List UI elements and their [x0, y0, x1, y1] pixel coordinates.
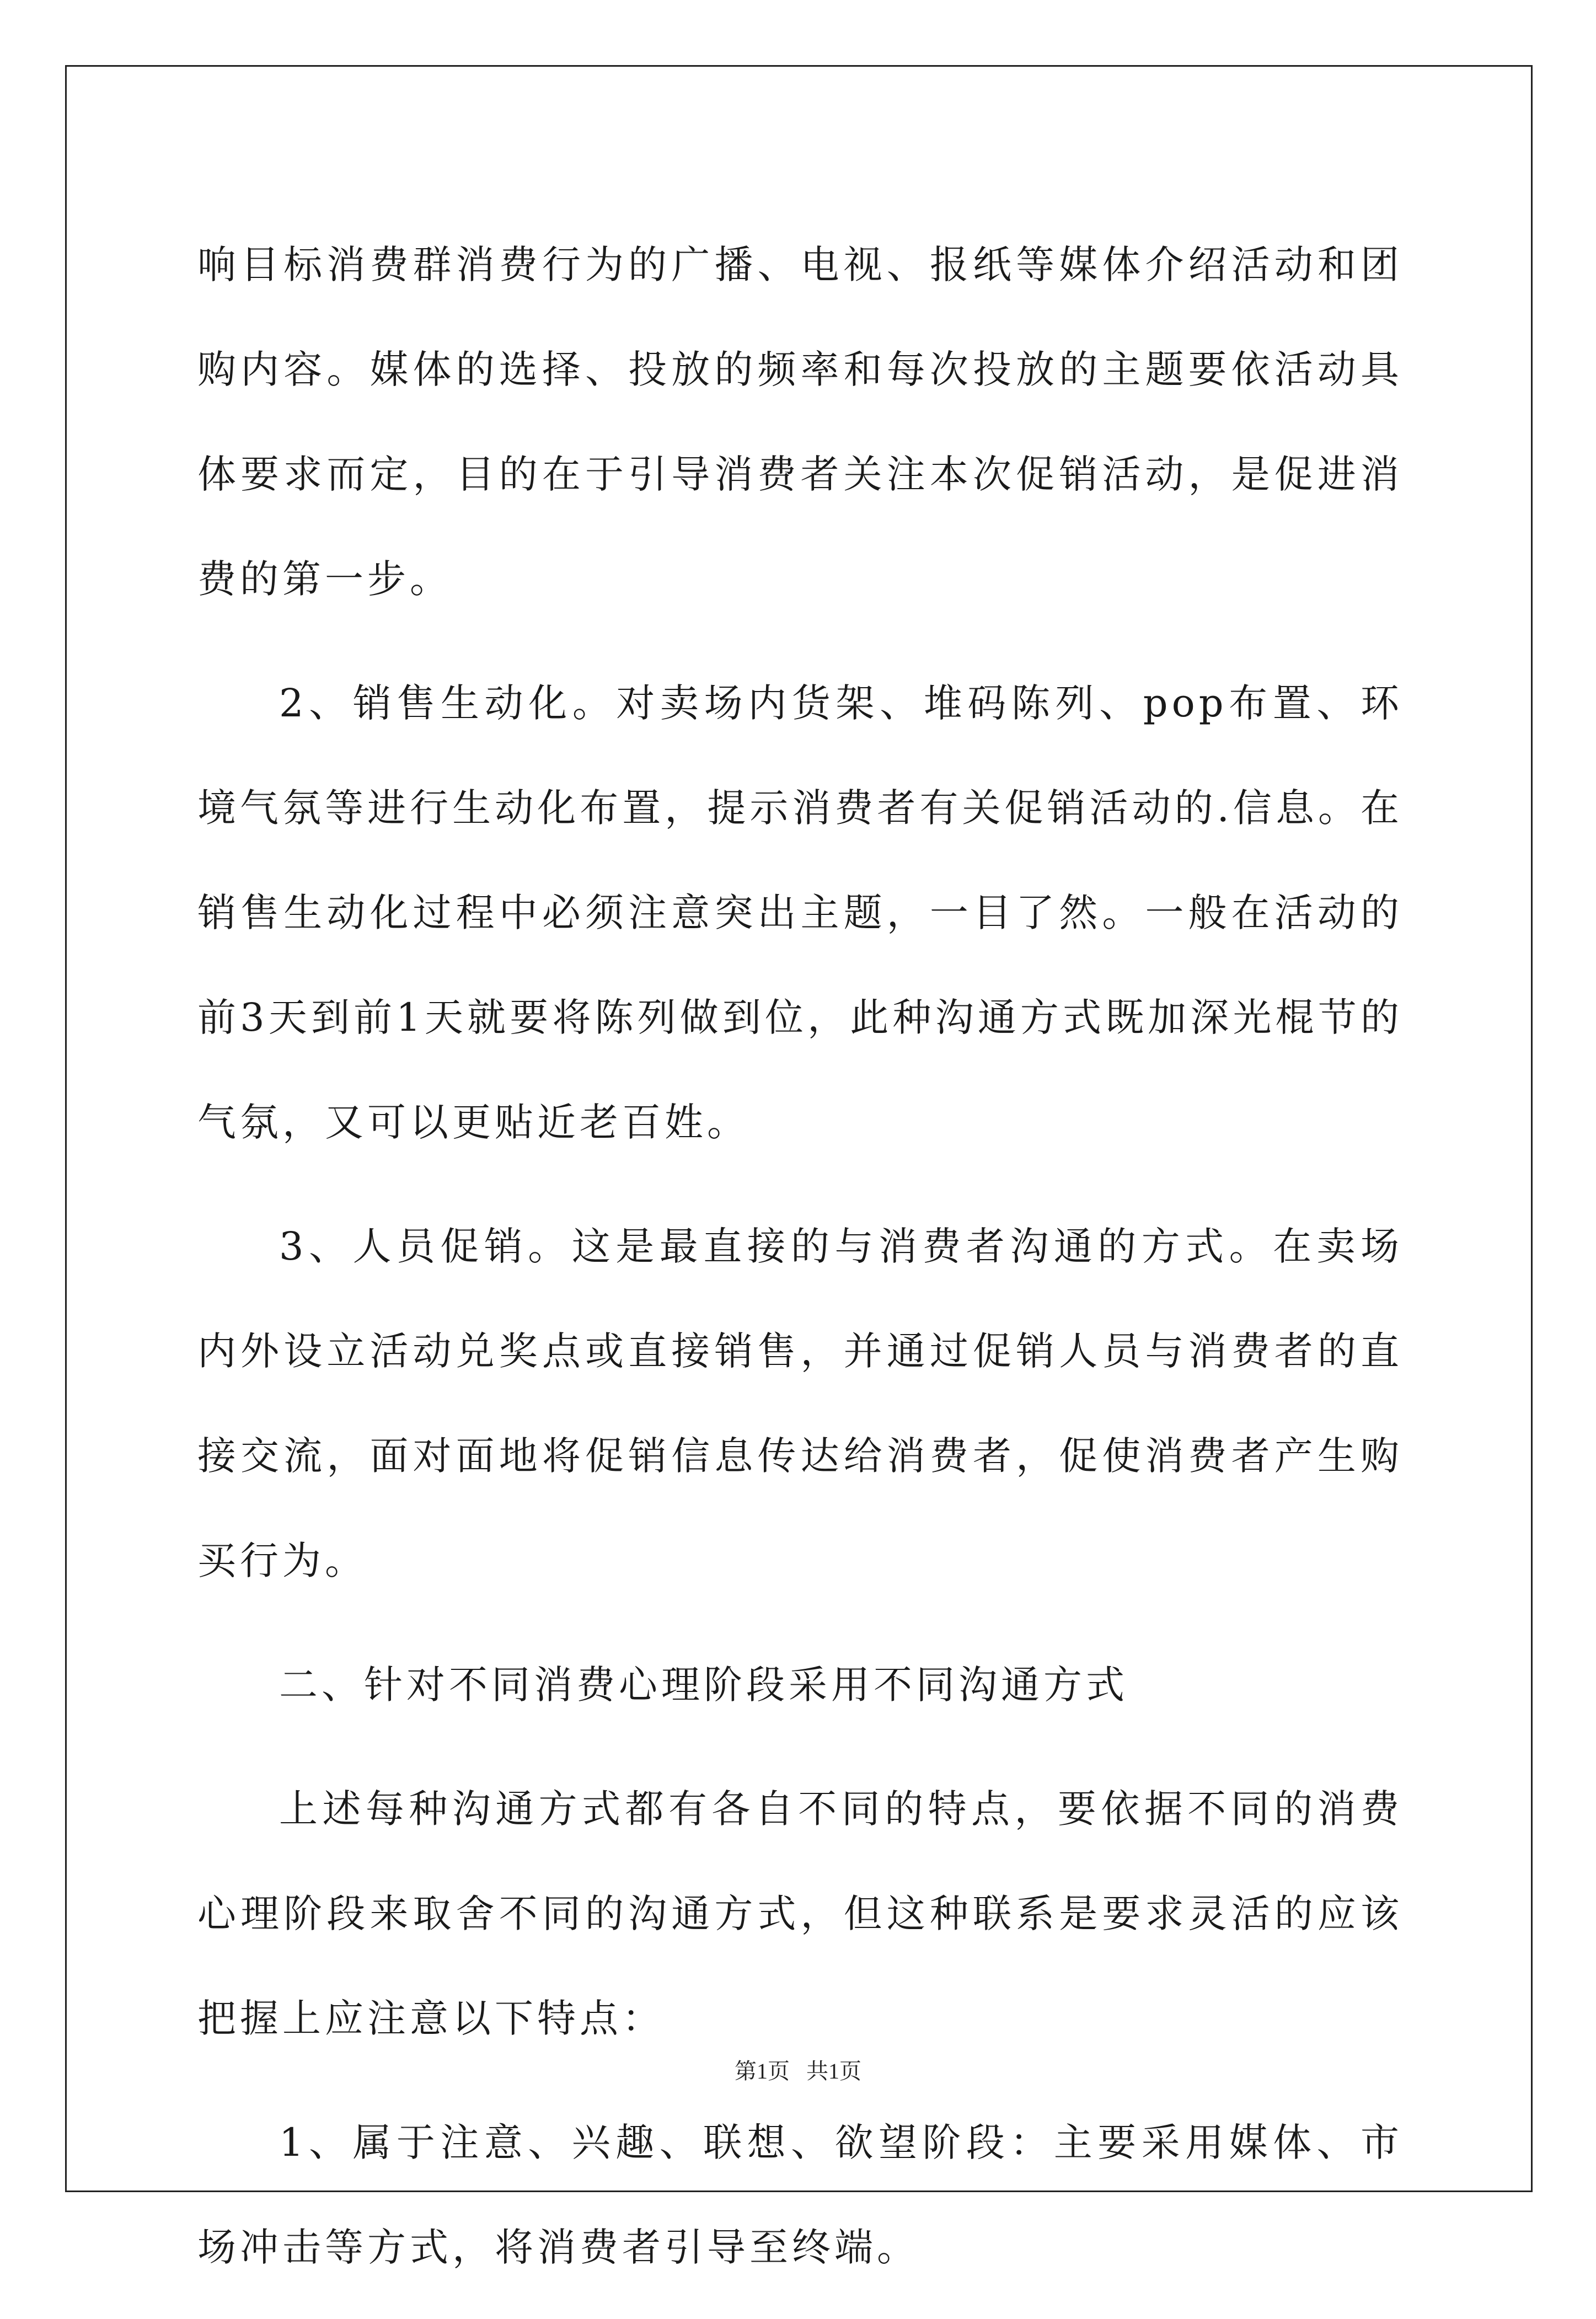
page-number-footer: 第1页 共1页 [735, 2059, 861, 2084]
document-body [197, 212, 1403, 2319]
paragraph: 1、属于注意、兴趣、联想、欲望阶段：主要采用媒体、市场冲击等方式，将消费者引导至终端。 [197, 2120, 1403, 2270]
paragraph: 2、销售生动化。对卖场内货架、堆码陈列、pop布置、环境气氛等进行生动化布置，提示消费者有关促销活动的.信息。在销售生动化过程中必须注意突出主题，一目了然。一般在活动的前3天到前1天就要将陈列做到位，此种沟通方式既加深光棍节的气氛，又可以更贴近老百姓。 [197, 681, 1403, 1145]
section-heading: 二、针对不同消费心理阶段采用不同沟通方式 [279, 1662, 1128, 1707]
paragraph: 3、人员促销。这是最直接的与消费者沟通的方式。在卖场内外设立活动兑奖点或直接销售，并通过促销人员与消费者的直接交流，面对面地将促销信息传达给消费者，促使消费者产生购买行为。 [197, 1224, 1403, 1583]
paragraph: 响目标消费群消费行为的广播、电视、报纸等媒体介绍活动和团购内容。媒体的选择、投放的频率和每次投放的主题要依活动具体要求而定，目的在于引导消费者关注本次促销活动，是促进消费的第一步。 [197, 242, 1403, 602]
paragraph: 上述每种沟通方式都有各自不同的特点，要依据不同的消费心理阶段来取舍不同的沟通方式，但这种联系是要求灵活的应该把握上应注意以下特点： [197, 1786, 1403, 2041]
